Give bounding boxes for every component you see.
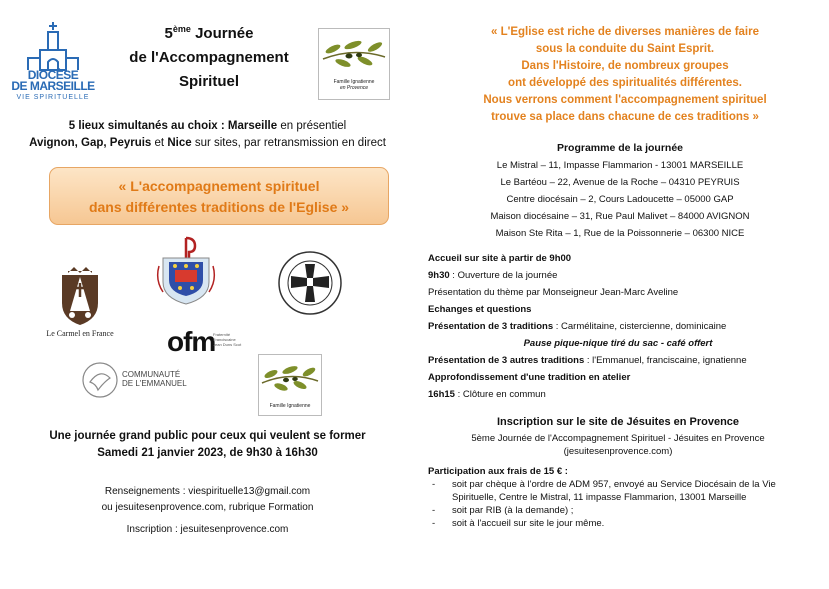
title-ordinal-number: 5 — [164, 25, 173, 42]
basilica-icon — [10, 20, 96, 72]
cloture-time: 16h15 — [428, 389, 455, 400]
inscription-section — [428, 412, 808, 458]
carmel-shield-icon — [30, 263, 130, 327]
famille-ignatienne-logo-bottom — [258, 354, 322, 416]
quote-line: Dans l'Histoire, de nombreux groupes — [521, 60, 729, 72]
title-ordinal-suffix: ème — [172, 24, 191, 34]
cistercien-shield-logo — [155, 236, 217, 306]
olive-branch-icon — [319, 29, 389, 79]
list-item: - soit par chèque à l'ordre de ADM 957, envoyé au Service Diocésain de la Vie Spirituelle, Centre le Mistral, 11 impasse Flammarion, 13001 Marseille — [428, 478, 808, 504]
contacts — [0, 484, 415, 538]
cloture-text: : Clôture en commun — [454, 389, 546, 400]
traditions-2-text: : l'Emmanuel, franciscaine, ignatienne — [584, 355, 747, 366]
title-line2: de l'Accompagnement — [129, 49, 289, 66]
schedule-traditions-2 — [428, 352, 808, 369]
lieux-l2-a: Avignon, Gap, Peyruis — [29, 137, 152, 149]
lieux-l2-c: Nice — [167, 137, 192, 149]
schedule — [428, 250, 808, 403]
theme-line2: dans différentes traditions de l'Eglise » — [88, 199, 350, 215]
ignatienne-top-line1: Famille Ignatienne — [333, 79, 375, 85]
lieux-l1-c: en présentiel — [277, 120, 347, 132]
diocese-line1: DIOCÈSE — [27, 68, 79, 82]
site-item: Le Bartéou – 22, Avenue de la Roche – 04310 PEYRUIS — [500, 177, 740, 188]
inscription-line1: 5ème Journée de l'Accompagnement Spirituel - Jésuites en Provence — [471, 433, 765, 444]
list-item: - soit à l'accueil sur site le jour même. — [428, 517, 808, 530]
traditions-2-label: Présentation de 3 autres traditions — [428, 355, 585, 366]
site-item: Maison diocésaine – 31, Rue Paul Malivet – 84000 AVIGNON — [490, 211, 750, 222]
quote-line: trouve sa place dans chacune de ces traditions » — [491, 111, 759, 123]
emmanuel-dove-icon — [80, 360, 120, 400]
traditions-1-label: Présentation de 3 traditions — [428, 321, 554, 332]
title-line1 — [104, 22, 314, 46]
schedule-presentation-theme: Présentation du thème par Monseigneur Jean-Marc Aveline — [428, 287, 679, 298]
title-line3: Spirituel — [178, 73, 239, 90]
lieux-l2-d: sur sites, par retransmission en direct — [191, 137, 386, 149]
quote-line: ont développé des spiritualités différentes. — [508, 77, 742, 89]
emmanuel-line2: DE L'EMMANUEL — [122, 379, 187, 388]
schedule-cloture — [428, 386, 808, 403]
event-line1: Une journée grand public pour ceux qui veulent se former — [49, 430, 366, 442]
quote-line: sous la conduite du Saint Esprit. — [535, 43, 715, 55]
dominican-cross-seal-icon — [277, 250, 343, 316]
page-title — [104, 22, 314, 94]
site-item: Maison Ste Rita – 1, Rue de la Poissonnerie – 06300 NICE — [495, 228, 745, 239]
programme-heading: Programme de la journée — [556, 142, 684, 154]
quote-line: Nous verrons comment l'accompagnement spirituel — [483, 94, 767, 106]
theme-line1: « L'accompagnement spirituel — [118, 178, 320, 194]
ofm-small-text: Fraternité Franciscaine Jean Duns Scot — [213, 332, 242, 347]
emmanuel-logo — [80, 360, 195, 400]
schedule-accueil: Accueil sur site à partir de 9h00 — [428, 253, 572, 264]
diocese-marseille-logo — [10, 20, 96, 104]
quote-line: « L'Eglise est riche de diverses manières de faire — [490, 26, 759, 38]
lieux-line1 — [0, 118, 415, 135]
participation-heading: Participation aux frais de 15 € : — [428, 466, 568, 477]
schedule-pause: Pause pique-nique tiré du sac - café offert — [523, 338, 713, 349]
carmel-logo — [30, 263, 130, 343]
participation-list — [428, 478, 808, 530]
inscription-line2: (jesuitesenprovence.com) — [563, 446, 673, 457]
programme-section — [440, 140, 800, 242]
renseignements-text: Renseignements : viespirituelle13@gmail.com — [104, 486, 311, 497]
title-line1-rest: Journée — [190, 25, 254, 42]
lieux-text — [0, 118, 415, 152]
famille-ignatienne-logo-top — [318, 28, 390, 100]
event-info — [0, 428, 415, 462]
traditions-1-text: : Carmélitaine, cistercienne, dominicaine — [553, 321, 727, 332]
emmanuel-line1: COMMUNAUTÉ — [122, 370, 181, 379]
ofm-text: ofm — [167, 326, 216, 357]
intro-quote — [440, 24, 810, 126]
dominicain-seal-logo — [277, 250, 343, 316]
event-date: Samedi 21 janvier 2023, de 9h30 à 16h30 — [97, 447, 318, 459]
inscription-heading: Inscription sur le site de Jésuites en Provence — [496, 416, 740, 428]
lieux-l1-a: 5 lieux simultanés au choix : — [68, 120, 228, 132]
formation-link-text: ou jesuitesenprovence.com, rubrique Formation — [101, 502, 314, 513]
participation-section — [428, 465, 808, 530]
diocese-line2: DE MARSEILLE — [11, 79, 95, 93]
schedule-traditions-1 — [428, 318, 808, 335]
diocese-line3: VIE SPIRITUELLE — [16, 94, 90, 101]
theme-box — [49, 167, 389, 225]
ouverture-time: 9h30 — [428, 270, 450, 281]
ignatienne-bottom-label: Famille Ignatienne — [269, 403, 311, 409]
site-item: Le Mistral – 11, Impasse Flammarion - 13001 MARSEILLE — [496, 160, 744, 171]
inscription-link-text: Inscription : jesuitesenprovence.com — [126, 524, 289, 535]
schedule-approfondissement: Approfondissement d'une tradition en atelier — [428, 372, 631, 383]
carmel-label: Le Carmel en France — [46, 329, 114, 338]
schedule-echanges: Echanges et questions — [428, 304, 532, 315]
ouverture-text: : Ouverture de la journée — [449, 270, 558, 281]
list-item: - soit par RIB (à la demande) ; — [428, 504, 808, 517]
lieux-l1-b: Marseille — [227, 120, 278, 132]
site-item: Centre diocésain – 2, Cours Ladoucette – 05000 GAP — [506, 194, 734, 205]
ignatienne-top-line2: en Provence — [339, 85, 369, 91]
crozier-shield-icon — [155, 236, 217, 306]
emmanuel-caption — [122, 370, 187, 388]
lieux-line2 — [0, 135, 415, 152]
lieux-l2-b: et — [151, 137, 168, 149]
olive-branch-icon — [259, 355, 321, 403]
ofm-logo — [163, 326, 243, 362]
schedule-ouverture — [428, 267, 808, 284]
